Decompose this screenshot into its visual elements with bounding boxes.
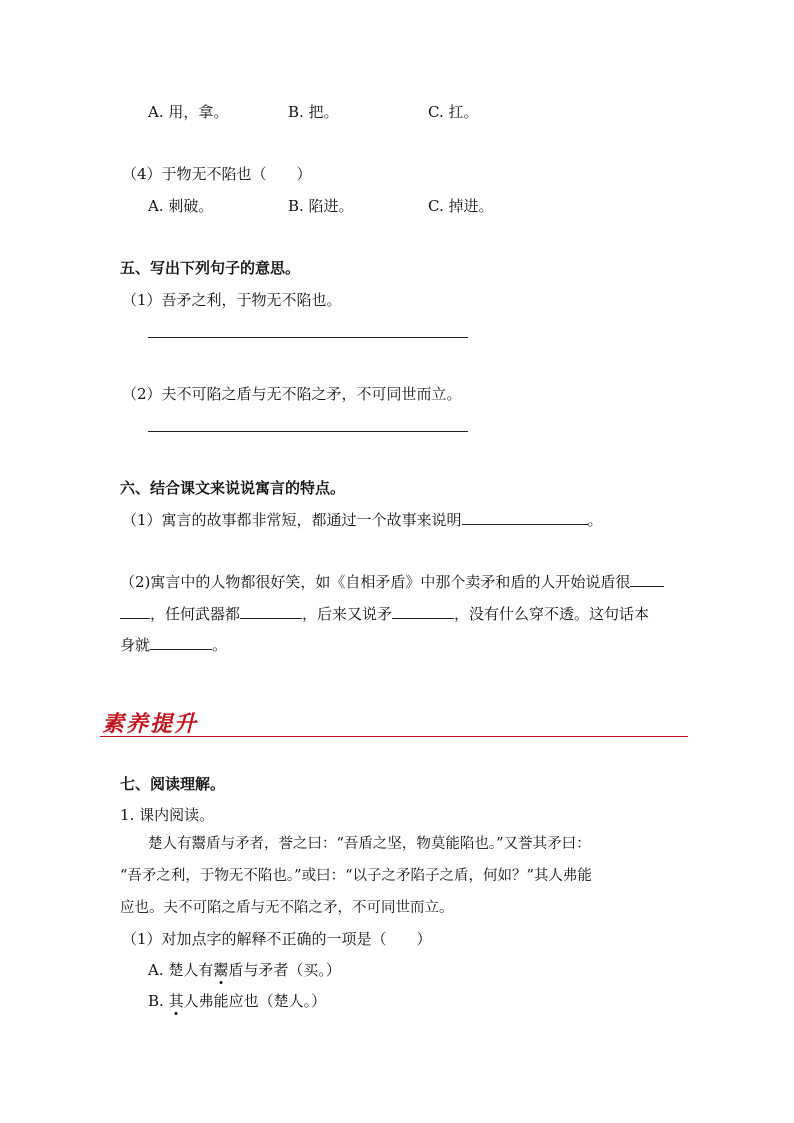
- blank-q2-1-cont[interactable]: [120, 603, 150, 619]
- section6-q2-text2c: ，没有什么穿不透。这句话本: [454, 605, 650, 623]
- option-b-post: 人弗能应也（楚人。）: [183, 992, 327, 1010]
- blank-q2-2[interactable]: [240, 603, 302, 619]
- q4-option-b: B. 陷进。: [288, 197, 354, 215]
- passage-line-1: 楚人有鬻盾与矛者，誉之曰：“吾盾之坚，物莫能陷也。”又誉其矛曰：: [148, 836, 591, 852]
- answer-line-2[interactable]: [148, 431, 468, 432]
- section6-q2-line1: [120, 571, 664, 592]
- section5-sentence-2: （2）夫不可陷之盾与无不陷之矛，不可同世而立。: [122, 385, 462, 403]
- section6-q2-line3: [120, 634, 227, 655]
- section6-q2-text2b: ，后来又说矛: [302, 605, 393, 623]
- section6-q1-end: 。: [587, 511, 603, 529]
- option-b-pre: B.: [148, 992, 169, 1010]
- q4-stem: （4）于物无不陷也（ ）: [122, 165, 312, 183]
- q3-option-a: A. 用，拿。: [148, 103, 229, 121]
- section-banner-title: 素养提升: [102, 711, 199, 737]
- section6-q1: [122, 509, 603, 530]
- blank-q2-4[interactable]: [150, 634, 212, 650]
- dotted-char-b: 其: [168, 992, 184, 1010]
- passage-line-2: “吾矛之利，于物无不陷也。”或曰：“以子之矛陷子之盾，何如？”其人弗能: [120, 868, 592, 884]
- q4-option-c: C. 掉进。: [428, 197, 494, 215]
- blank-q2-1[interactable]: [630, 571, 664, 587]
- answer-line-1[interactable]: [148, 337, 468, 338]
- section6-q2-text3b: 。: [212, 636, 228, 654]
- section6-q2-line2: [120, 603, 649, 624]
- section5-sentence-1: （1）吾矛之利，于物无不陷也。: [122, 291, 342, 309]
- section5-title: 五、写出下列句子的意思。: [120, 259, 301, 277]
- passage-line-3: 应也。夫不可陷之盾与无不陷之矛，不可同世而立。: [120, 900, 454, 916]
- option-a-post: 盾与矛者（买。）: [228, 961, 341, 979]
- section6-q2-text3a: 身就: [120, 636, 151, 654]
- section7-q1-option-b: [148, 991, 326, 1011]
- banner-rule: [100, 736, 688, 737]
- section6-q2-text1: （2)寓言中的人物都很好笑，如《自相矛盾》中那个卖矛和盾的人开始说盾很: [120, 573, 631, 591]
- section7-q1-stem: （1）对加点字的解释不正确的一项是（ ）: [122, 930, 432, 948]
- dotted-char-a: 鬻: [213, 961, 229, 979]
- q4-option-a: A. 刺破。: [148, 197, 214, 215]
- section6-q1-text: （1）寓言的故事都非常短，都通过一个故事来说明: [122, 511, 462, 529]
- section6-q2-text2a: ，任何武器都: [150, 605, 241, 623]
- section7-title: 七、阅读理解。: [120, 775, 226, 793]
- option-a-pre: A. 楚人有: [148, 961, 214, 979]
- section7-q1-option-a: [148, 960, 341, 980]
- q3-option-b: B. 把。: [288, 103, 339, 121]
- section7-subtitle: 1. 课内阅读。: [120, 806, 215, 824]
- blank-q1[interactable]: [462, 509, 588, 525]
- blank-q2-3[interactable]: [392, 603, 454, 619]
- q3-option-c: C. 扛。: [428, 103, 479, 121]
- section6-title: 六、结合课文来说说寓言的特点。: [120, 479, 346, 497]
